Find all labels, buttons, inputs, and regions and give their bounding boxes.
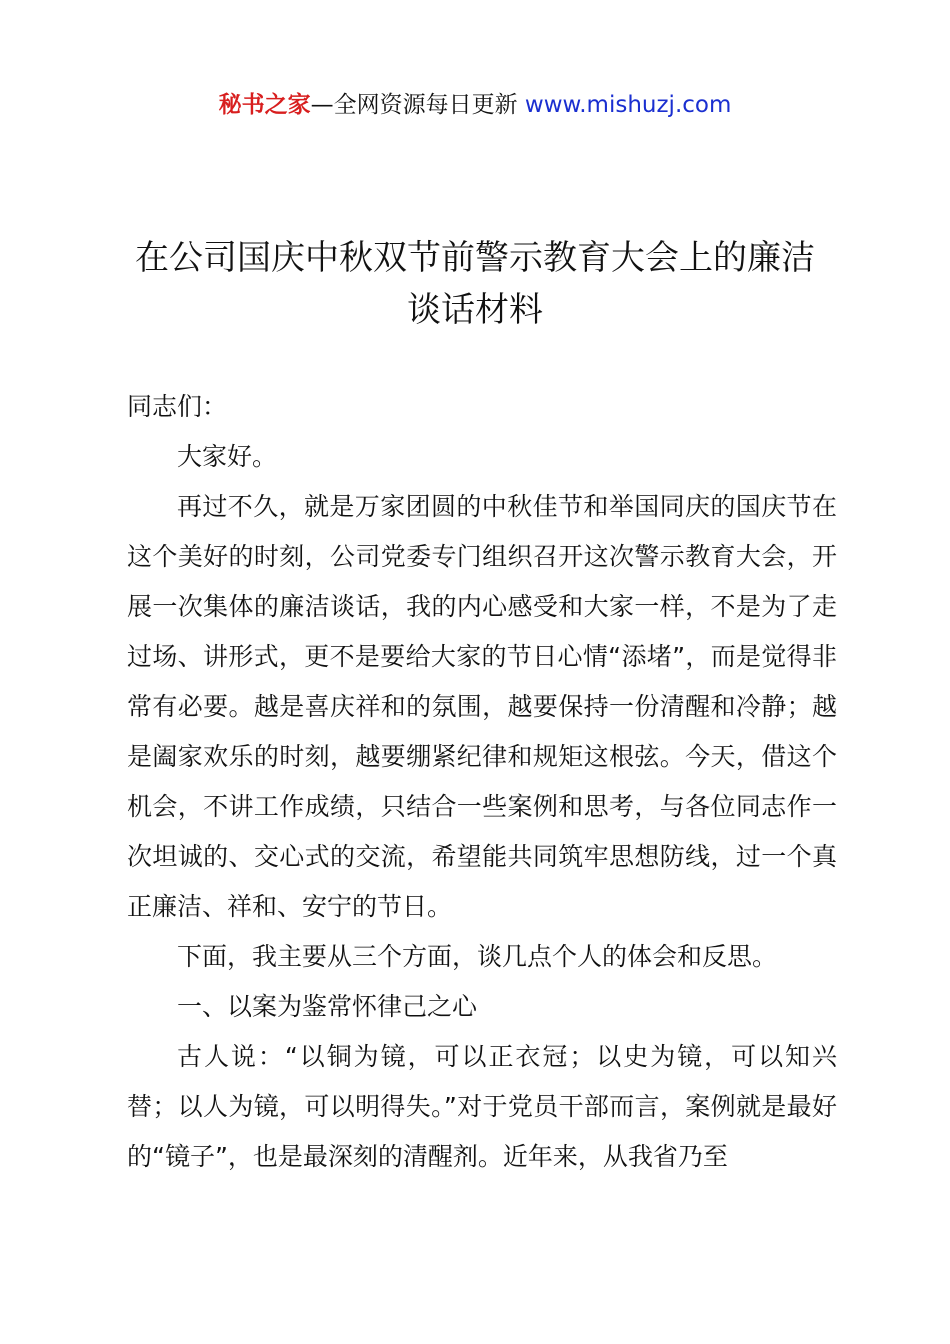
- paragraph-intro: 再过不久，就是万家团圆的中秋佳节和举国同庆的国庆节在这个美好的时刻，公司党委专门组织召开这次警示教育大会，开展一次集体的廉洁谈话，我的内心感受和大家一样，不是为了走过场、讲形式，更不是要给大家的节日心情“添堵”，而是觉得非常有必要。越是喜庆祥和的氛围，越要保持一份清醒和冷静；越是阖家欢乐的时刻，越要绷紧纪律和规矩这根弦。今天，借这个机会，不讲工作成绩，只结合一些案例和思考，与各位同志作一次坦诚的、交心式的交流，希望能共同筑牢思想防线，过一个真正廉洁、祥和、安宁的节日。: [127, 492, 837, 921]
- site-header: [0, 88, 950, 122]
- paragraph-section-1: 古人说：“以铜为镜，可以正衣冠；以史为镜，可以知兴替；以人为镜，可以明得失。”对于党员干部而言，案例就是最好的“镜子”，也是最深刻的清醒剂。近年来，从我省乃至: [127, 1042, 837, 1171]
- section-heading-1: 一、以案为鉴常怀律己之心: [177, 992, 478, 1021]
- header-tagline: —全网资源每日更新: [310, 92, 525, 118]
- document-body: [127, 382, 837, 1182]
- title-line-2: 谈话材料: [407, 290, 543, 330]
- paragraph-greeting: 大家好。: [177, 442, 278, 471]
- document-title: [100, 232, 850, 336]
- paragraph-outline: 下面，我主要从三个方面，谈几点个人的体会和反思。: [177, 942, 778, 971]
- site-url[interactable]: www.mishuzj.com: [524, 92, 732, 118]
- brand-name: 秘书之家: [218, 92, 311, 118]
- title-line-1: 在公司国庆中秋双节前警示教育大会上的廉洁: [135, 238, 815, 278]
- salutation: 同志们：: [127, 392, 228, 421]
